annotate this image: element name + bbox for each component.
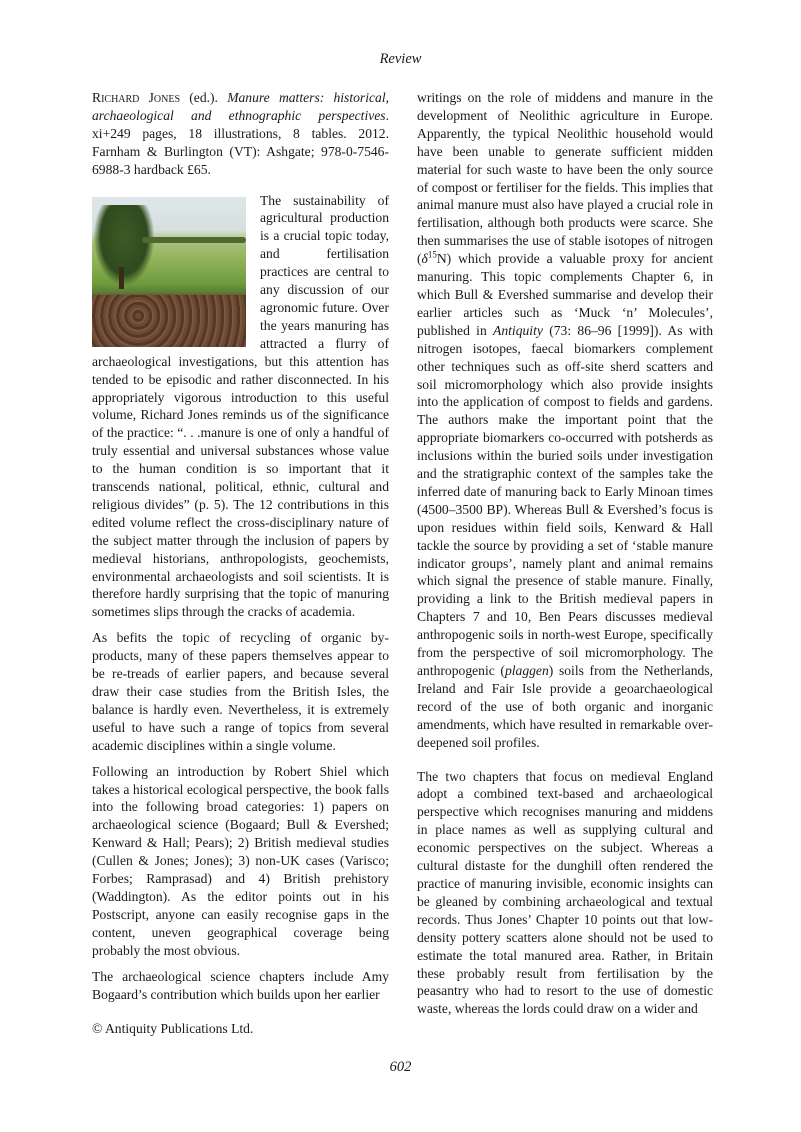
manure-heap-graphic — [92, 295, 246, 347]
text-run: writings on the role of middens and manure in the development of Neolithic agriculture in Europe. Apparently, the typical Neolithic household would have been unable to generate sufficient midden material for such waste to have been the only source of compost or fertiliser for the fields. This implies that animal manure must also have played a crucial role in fertilisation, although both products were scarce. She then summarises the use of stable isotopes of nitrogen ( — [417, 90, 713, 267]
running-head: Review — [379, 51, 422, 67]
text-run: ) soils from the Netherlands, Ireland and Fair Isle provide a geoarchaeological record of the use of both organic and inorganic amendments, which have resulted in remarkable over-deepened soil profiles. — [417, 663, 714, 750]
editor-suffix: (ed.). — [180, 90, 228, 105]
page-number: 602 — [389, 1059, 412, 1075]
tree-graphic — [94, 205, 154, 285]
copyright-notice: © Antiquity Publications Ltd. — [92, 1021, 254, 1036]
left-column — [92, 89, 389, 1011]
field-photograph — [92, 197, 246, 347]
text-run: N) which provide a valuable proxy for ancient manuring. This topic complements Chapter 6, in which Bull & Evershed summarise and develop their earlier articles such as ‘Muck ‘n’ Molecules’, published in — [417, 251, 713, 338]
paragraph: As befits the topic of recycling of organic by-products, many of these papers themselves appear to be re-treads of earlier papers, and because several draw their case studies from the British Isles, the balance is hardly even. Nevertheless, it is extremely useful to have such a range of topics from several academic disciplines within a single volume. — [92, 630, 389, 753]
book-details: . xi+249 pages, 18 illustrations, 8 tables. 2012. Farnham & Burlington (VT): Ashgate; 978-0-7546-6988-3 hardback £65. — [92, 107, 389, 177]
text-run: (73: 86–96 [1999]). As with nitrogen isotopes, faecal biomarkers complement other techniques such as off-site sherd scatters and soil micromorphology which also provide insights into the application of compost to fields and gardens. The authors make the important point that the appropriate biomarkers co-occurred with potsherds as inclusions within the buried soils under investigation and the stratigraphic context of the samples take the inferred date of manuring back to Early Minoan times (4500–3500 BP). Whereas Bull & Evershed’s focus is upon residues within field soils, Kenward & Hall tackle the source by providing a set of ‘stable manure indicator groups’, namely plant and animal remains which signal the presence of stable manure. Finally, providing a link to the British medieval papers in Chapters 7 and 10, Ben Pears discusses medieval anthropogenic soils in north-west Europe, specifically from the perspective of soil micromorphology. The anthropogenic ( — [417, 322, 713, 678]
bibliographic-entry — [92, 89, 389, 179]
hedgerow-graphic — [142, 237, 246, 243]
right-column — [417, 89, 713, 1026]
paragraph: The sustainability of agricultural production is a crucial topic today, and fertilisation practices are central to any discussion of our agronomic future. Over the years manuring has attracted a flurry of archaeological investigations, but this attention has tended to be episodic and rather disconnected. In his appropriately vigorous introduction to this useful volume, Richard Jones reminds us of the significance of the practice: “. . .manure is one of only a handful of truly essential and universal substances whose value to the human condition is so important that it transcends national, political, ethnic, cultural and religious divides” (p. 5). The 12 contributions in this edited volume reflect the cross-disciplinary nature of the subject matter through the inclusion of papers by medieval historians, anthropologists, geochemists, environmental archaeologists and soil scientists. It is therefore hardly surprising that the topic of manuring sometimes slips through the cracks of academia. — [92, 192, 389, 620]
plaggen-term: plaggen — [504, 663, 549, 678]
journal-name: Antiquity — [493, 322, 543, 338]
superscript: 15 — [427, 249, 437, 260]
paragraph: The archaeological science chapters include Amy Bogaard’s contribution which builds upon her earlier — [92, 968, 389, 1002]
delta-symbol: δ — [421, 251, 428, 267]
paragraph — [417, 89, 713, 752]
tree-trunk-graphic — [119, 267, 124, 289]
paragraph: The two chapters that focus on medieval England adopt a combined text-based and archaeological perspective which recognises manuring and middens in place names as well as supplying cultural and economic perspectives on the subject. Whereas a cultural distaste for the dunghill often rendered the practice of manuring invisible, economic insights can be gleaned by combining archaeological and textual records. Thus Jones’ Chapter 10 points out that low-density pottery scatters alone should not be used to estimate the total manured area. Rather, in Britain these probably result from fertilisation by the peasantry who had to resort to the use of domestic waste, whereas the lords could draw on a wider and — [417, 768, 713, 1017]
review-author: Richard Jones — [92, 90, 181, 105]
book-title: Manure matters: historical, archaeological and ethnographic perspectives — [92, 90, 389, 123]
paragraph: Following an introduction by Robert Shiel which takes a historical ecological perspective, the book falls into the following broad categories: 1) papers on archaeological science (Bogaard; Bull & Evershed; Kenward & Hall; Pears); 2) British medieval studies (Cullen & Jones; Jones); 3) non-UK cases (Varisco; Forbes; Ramprasad) and 4) British prehistory (Waddington). As the editor points out in his Postscript, anyone can easily recognise gaps in the content, uneven geographical coverage being probably the most obvious. — [92, 763, 389, 958]
